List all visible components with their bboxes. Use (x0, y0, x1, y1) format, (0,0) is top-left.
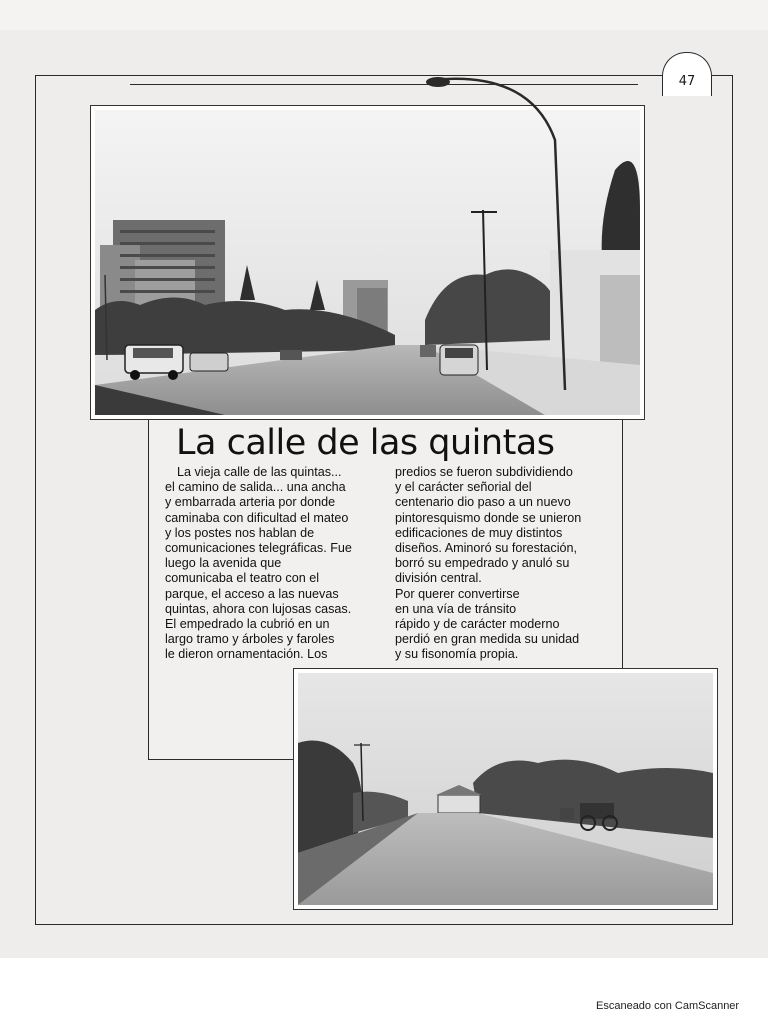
text-line: quintas, ahora con lujosas casas. (165, 601, 352, 616)
text-line: y su fisonomía propia. (395, 647, 519, 662)
article-column-left (165, 465, 380, 663)
photo-modern-avenue (90, 105, 645, 420)
text-line: el camino de salida... una ancha (165, 480, 346, 495)
text-line: edificaciones de muy distintos (395, 525, 563, 540)
text-line: largo tramo y árboles y faroles (165, 632, 335, 647)
text-line: comunicaciones telegráficas. Fue (165, 541, 352, 556)
text-line: parque, el acceso a las nuevas (165, 586, 339, 601)
text-line: en una vía de tránsito (395, 601, 517, 616)
scan-footer (0, 958, 768, 1024)
text-line: centenario dio paso a un nuevo (395, 495, 571, 510)
text-line: pintoresquismo donde se unieron (395, 510, 582, 525)
photo-modern-avenue-image (95, 110, 640, 415)
photo-old-dirt-road-image (298, 673, 713, 905)
photo-old-dirt-road (293, 668, 718, 910)
article-title: La calle de las quintas (176, 423, 555, 463)
text-line: y el carácter señorial del (395, 480, 532, 495)
text-line: El empedrado la cubrió en un (165, 617, 330, 632)
text-line: borró su empedrado y anuló su (395, 556, 570, 571)
header-rule (130, 84, 638, 85)
text-line: le dieron ornamentación. Los (165, 647, 328, 662)
text-line: La vieja calle de las quintas... (177, 465, 342, 479)
text-line: rápido y de carácter moderno (395, 617, 560, 632)
text-line: Por querer convertirse (395, 586, 520, 601)
text-line: diseños. Aminoró su forestación, (395, 541, 578, 556)
text-line: y los postes nos hablan de (165, 525, 315, 540)
text-line: comunicaba el teatro con el (165, 571, 320, 586)
text-line: y embarrada arteria por donde (165, 495, 336, 510)
text-line: caminaba con dificultad el mateo (165, 510, 349, 525)
text-line: luego la avenida que (165, 556, 282, 571)
article-column-right (395, 465, 610, 663)
text-line: división central. (395, 571, 482, 586)
text-line: predios se fueron subdividiendo (395, 465, 573, 479)
scanner-credit: Escaneado con CamScanner (596, 1000, 740, 1012)
text-line: perdió en gran medida su unidad (395, 632, 580, 647)
page-number: 47 (678, 74, 696, 89)
